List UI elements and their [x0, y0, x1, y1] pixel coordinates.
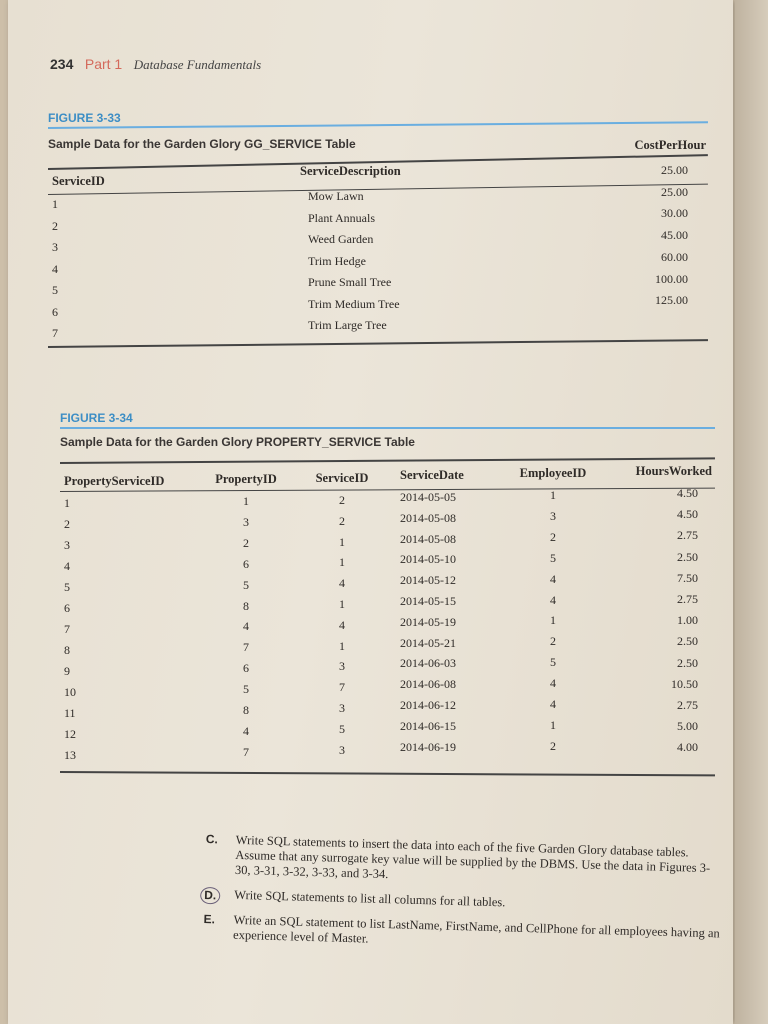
column-header: ServiceID [315, 471, 369, 485]
page-header [50, 56, 261, 74]
exercise-item [204, 887, 724, 917]
hours-worked-cell: 4.50 [677, 507, 698, 522]
chapter-title: Database Fundamentals [133, 57, 262, 72]
property-service-id-cell: 7 [64, 622, 70, 636]
employee-id-cell: 4 [550, 592, 556, 607]
service-id-cell: 1 [52, 197, 58, 211]
hours-worked-cell: 2.50 [677, 549, 698, 564]
property-service-id-cell: 11 [64, 706, 76, 720]
service-date-cell: 2014-06-03 [400, 656, 456, 671]
exercise-text: Write SQL statements to list all columns for all tables. [234, 887, 506, 910]
column-header: ServiceID [52, 174, 105, 188]
service-date-cell: 2014-05-21 [400, 635, 456, 650]
service-id-cell: 1 [339, 534, 345, 549]
employee-id-cell: 4 [550, 676, 556, 691]
service-date-cell: 2014-06-19 [400, 739, 456, 754]
service-description-cell: Trim Medium Tree [308, 296, 400, 311]
service-date-cell: 2014-05-08 [400, 531, 456, 546]
service-date-cell: 2014-05-10 [400, 552, 456, 567]
employee-id-cell: 5 [550, 550, 556, 565]
service-date-cell: 2014-05-08 [400, 510, 456, 525]
employee-id-cell: 5 [550, 655, 556, 670]
property-service-id-cell: 12 [64, 727, 76, 741]
hours-worked-cell: 2.75 [677, 528, 698, 543]
book-page [8, 0, 733, 1024]
cost-per-hour-cell: 30.00 [661, 206, 688, 221]
property-id-cell: 2 [243, 535, 249, 550]
property-service-id-cell: 8 [64, 643, 70, 657]
hours-worked-cell: 2.50 [677, 655, 698, 670]
exercise-text: Write an SQL statement to list LastName, FirstName, and CellPhone for all employees having an experience level of Master. [232, 912, 720, 946]
property-service-id-cell: 4 [64, 559, 70, 573]
cost-per-hour-cell: 25.00 [661, 163, 688, 177]
column-header: PropertyID [215, 472, 277, 486]
hours-worked-cell: 2.75 [677, 592, 698, 606]
cost-per-hour-cell: 60.00 [661, 249, 688, 264]
employee-id-cell: 2 [550, 634, 556, 649]
property-id-cell: 5 [243, 577, 249, 592]
column-header: HoursWorked [635, 464, 712, 478]
property-service-id-cell: 13 [64, 748, 76, 762]
property-service-id-cell: 10 [64, 685, 76, 699]
service-date-cell: 2014-05-12 [400, 573, 456, 588]
service-id-cell: 1 [339, 638, 345, 653]
column-header: EmployeeID [519, 466, 587, 480]
employee-id-cell: 1 [550, 488, 556, 502]
service-id-cell: 2 [339, 513, 345, 528]
service-description-cell: Weed Garden [308, 232, 374, 246]
service-id-cell: 6 [52, 304, 58, 319]
figure-3-34-rule [60, 427, 715, 429]
service-id-cell: 3 [52, 240, 58, 254]
service-id-cell: 4 [339, 576, 345, 591]
service-id-cell: 7 [52, 326, 58, 340]
property-id-cell: 3 [243, 514, 249, 529]
property-service-id-cell: 6 [64, 601, 70, 615]
exercise-item [205, 832, 726, 892]
cost-per-hour-cell: 125.00 [655, 293, 688, 308]
figure-3-33-rule [48, 121, 708, 129]
property-service-id-cell: 5 [64, 580, 70, 594]
table-bottom-rule [48, 339, 708, 348]
table-top-rule [60, 457, 715, 464]
cost-per-hour-cell: 25.00 [661, 184, 688, 199]
property-id-cell: 4 [243, 619, 249, 634]
service-date-cell: 2014-06-08 [400, 677, 456, 692]
service-date-cell: 2014-05-19 [400, 614, 456, 629]
employee-id-cell: 1 [550, 613, 556, 628]
service-date-cell: 2014-05-15 [400, 594, 456, 608]
service-date-cell: 2014-06-12 [400, 698, 456, 712]
service-description-cell: Plant Annuals [308, 210, 376, 225]
column-header: ServiceDate [400, 468, 464, 482]
service-date-cell: 2014-06-15 [400, 718, 456, 733]
service-description-cell: Prune Small Tree [308, 275, 392, 289]
hours-worked-cell: 1.00 [677, 613, 698, 628]
exercise-letter: C. [205, 832, 218, 847]
employee-id-cell: 4 [550, 697, 556, 711]
service-id-cell: 3 [339, 742, 345, 757]
hours-worked-cell: 2.50 [677, 634, 698, 649]
employee-id-cell: 2 [550, 738, 556, 753]
employee-id-cell: 4 [550, 571, 556, 586]
property-service-id-cell: 1 [64, 496, 70, 510]
hours-worked-cell: 5.00 [677, 719, 698, 734]
cost-per-hour-cell: 45.00 [661, 228, 688, 243]
property-service-id-cell: 9 [64, 664, 70, 678]
table-bottom-rule [60, 771, 715, 776]
property-id-cell: 6 [243, 661, 249, 676]
property-id-cell: 7 [243, 744, 249, 759]
hours-worked-cell: 2.75 [677, 698, 698, 712]
page-edge [735, 0, 768, 1024]
service-id-cell: 4 [339, 617, 345, 632]
property-id-cell: 6 [243, 556, 249, 571]
service-id-cell: 1 [339, 597, 345, 611]
exercise-text: Write SQL statements to insert the data into each of the five Garden Glory database tables. Assume that any surrogate key value will be supplied by the DBMS. Use the data in Figures 3-30, 3-31, 3-32, 3-33, and 3-34. [234, 832, 711, 882]
figure-3-33-caption: Sample Data for the Garden Glory GG_SERVICE Table [48, 137, 356, 151]
service-id-cell: 3 [339, 701, 345, 715]
figure-3-34-label: FIGURE 3-34 [60, 411, 133, 425]
service-description-cell: Trim Hedge [308, 253, 366, 268]
property-id-cell: 4 [243, 723, 249, 738]
figure-3-34-caption: Sample Data for the Garden Glory PROPERTY_SERVICE Table [60, 435, 415, 449]
service-id-cell: 1 [339, 555, 345, 570]
property-id-cell: 8 [243, 703, 249, 717]
property-service-id-cell: 2 [64, 517, 70, 531]
property-id-cell: 1 [243, 494, 249, 508]
exercise-list [203, 832, 726, 966]
property-id-cell: 7 [243, 640, 249, 655]
property-service-id-cell: 3 [64, 538, 70, 552]
employee-id-cell: 3 [550, 508, 556, 523]
employee-id-cell: 2 [550, 529, 556, 544]
service-id-cell: 3 [339, 659, 345, 674]
service-description-cell: Mow Lawn [308, 189, 364, 203]
exercise-letter: D. [200, 887, 220, 905]
service-date-cell: 2014-05-05 [400, 490, 456, 504]
hours-worked-cell: 7.50 [677, 570, 698, 585]
part-label: Part 1 [84, 56, 123, 72]
cost-per-hour-cell: 100.00 [655, 271, 688, 286]
service-id-cell: 2 [52, 218, 58, 233]
service-description-cell: Trim Large Tree [308, 318, 387, 332]
hours-worked-cell: 4.50 [677, 486, 698, 500]
property-id-cell: 5 [243, 682, 249, 697]
column-header: CostPerHour [634, 138, 706, 152]
service-id-cell: 4 [52, 261, 58, 276]
service-id-cell: 7 [339, 680, 345, 695]
hours-worked-cell: 4.00 [677, 740, 698, 755]
service-id-cell: 2 [339, 493, 345, 507]
column-header: PropertyServiceID [64, 474, 165, 488]
service-id-cell: 5 [339, 721, 345, 736]
figure-3-33-label: FIGURE 3-33 [48, 111, 121, 125]
exercise-item [203, 912, 724, 957]
page-number: 234 [50, 56, 74, 72]
property-id-cell: 8 [243, 598, 249, 613]
column-header: ServiceDescription [300, 164, 401, 178]
service-id-cell: 5 [52, 283, 58, 297]
employee-id-cell: 1 [550, 717, 556, 732]
hours-worked-cell: 10.50 [671, 676, 698, 691]
exercise-letter: E. [203, 911, 216, 927]
